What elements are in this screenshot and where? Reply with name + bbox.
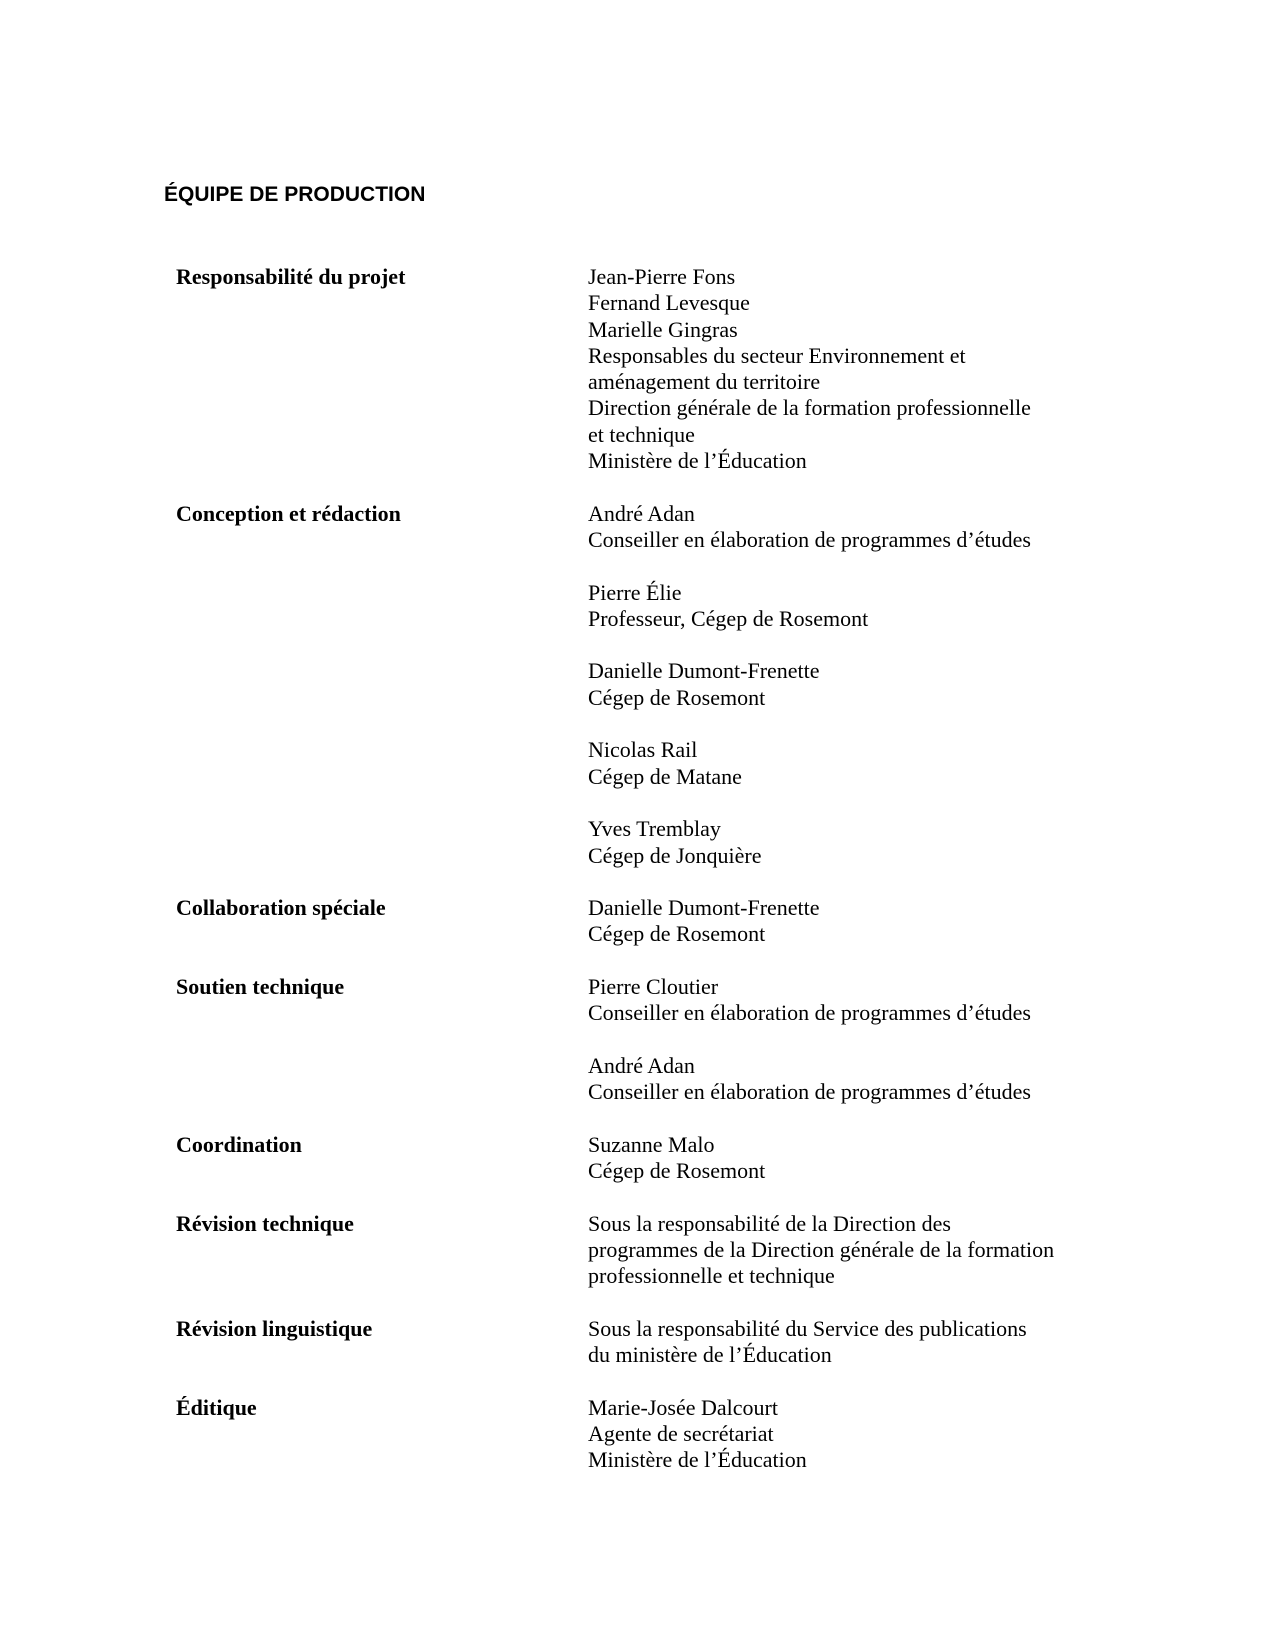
credit-affiliation-line: et technique [588, 421, 695, 447]
credit-person-name: Pierre Élie [588, 579, 682, 605]
credit-affiliation-line: Professeur, Cégep de Rosemont [588, 605, 869, 631]
credit-role: Conception et rédaction [176, 500, 401, 526]
credit-person-name: Nicolas Rail [588, 737, 698, 763]
credit-affiliation-line: Conseiller en élaboration de programmes d’études [588, 526, 1031, 552]
credit-role: Coordination [176, 1131, 302, 1157]
credit-person-name: Sous la responsabilité du Service des publications [588, 1315, 1027, 1341]
credit-affiliation-line: Responsables du secteur Environnement et [588, 342, 966, 368]
credit-entry [588, 580, 1116, 633]
credit-affiliation-line: aménagement du territoire [588, 369, 821, 395]
credit-affiliation-line: Direction générale de la formation professionnelle [588, 395, 1031, 421]
credit-entries [588, 264, 1116, 474]
credit-entry [588, 1053, 1116, 1106]
credit-entries [588, 1132, 1116, 1185]
credit-entries [588, 895, 1116, 948]
credit-affiliation-line: Fernand Levesque [588, 290, 750, 316]
credit-entry [588, 501, 1116, 554]
credit-role: Éditique [176, 1394, 257, 1420]
credit-affiliation-line: Cégep de Rosemont [588, 921, 766, 947]
credit-row [176, 1395, 1116, 1474]
credit-row [176, 974, 1116, 1105]
credit-entry [588, 1316, 1116, 1369]
credit-role: Collaboration spéciale [176, 895, 386, 921]
credit-affiliation-line: Ministère de l’Éducation [588, 1447, 807, 1473]
credit-affiliation-line: Conseiller en élaboration de programmes d’études [588, 1079, 1031, 1105]
credit-entries [588, 501, 1116, 869]
credit-row [176, 1132, 1116, 1185]
credit-affiliation-line: Marielle Gingras [588, 316, 738, 342]
credit-affiliation-line: programmes de la Direction générale de la formation [588, 1236, 1055, 1262]
credit-entry [588, 1395, 1116, 1474]
credit-role: Révision technique [176, 1210, 354, 1236]
credit-row [176, 895, 1116, 948]
credit-row [176, 1211, 1116, 1290]
credit-role: Soutien technique [176, 974, 345, 1000]
credit-row [176, 1316, 1116, 1369]
credit-affiliation-line: Conseiller en élaboration de programmes d’études [588, 1000, 1031, 1026]
credit-entry [588, 264, 1116, 474]
credit-entries [588, 1395, 1116, 1474]
credit-entry [588, 1132, 1116, 1185]
credit-person-name: Danielle Dumont-Frenette [588, 658, 820, 684]
credit-entry [588, 895, 1116, 948]
credit-affiliation-line: Cégep de Rosemont [588, 1158, 766, 1184]
credit-entry [588, 737, 1116, 790]
credit-person-name: André Adan [588, 1052, 695, 1078]
credit-person-name: Marie-Josée Dalcourt [588, 1394, 778, 1420]
credit-person-name: Suzanne Malo [588, 1131, 715, 1157]
credit-entries [588, 1211, 1116, 1290]
credit-row [176, 501, 1116, 869]
credit-entry [588, 658, 1116, 711]
credit-affiliation-line: Cégep de Matane [588, 763, 742, 789]
credit-affiliation-line: Agente de secrétariat [588, 1421, 774, 1447]
credit-entry [588, 1211, 1116, 1290]
page-title: ÉQUIPE DE PRODUCTION [164, 183, 426, 206]
credit-affiliation-line: Cégep de Rosemont [588, 684, 766, 710]
credit-affiliation-line: professionnelle et technique [588, 1263, 835, 1289]
credit-entry [588, 816, 1116, 869]
credit-person-name: Jean-Pierre Fons [588, 264, 736, 289]
credit-person-name: Pierre Cloutier [588, 974, 719, 1000]
credit-entries [588, 974, 1116, 1105]
credit-person-name: Sous la responsabilité de la Direction des [588, 1210, 951, 1236]
credit-person-name: André Adan [588, 500, 695, 526]
credit-person-name: Danielle Dumont-Frenette [588, 895, 820, 921]
credit-affiliation-line: Ministère de l’Éducation [588, 448, 807, 474]
credit-role: Révision linguistique [176, 1315, 373, 1341]
credit-entry [588, 974, 1116, 1027]
credit-entries [588, 1316, 1116, 1369]
credit-affiliation-line: du ministère de l’Éducation [588, 1342, 832, 1368]
credit-role: Responsabilité du projet [176, 264, 406, 289]
credit-row [176, 264, 1116, 474]
credit-affiliation-line: Cégep de Jonquière [588, 842, 762, 868]
credit-person-name: Yves Tremblay [588, 816, 721, 842]
credits-list [176, 264, 1116, 1500]
